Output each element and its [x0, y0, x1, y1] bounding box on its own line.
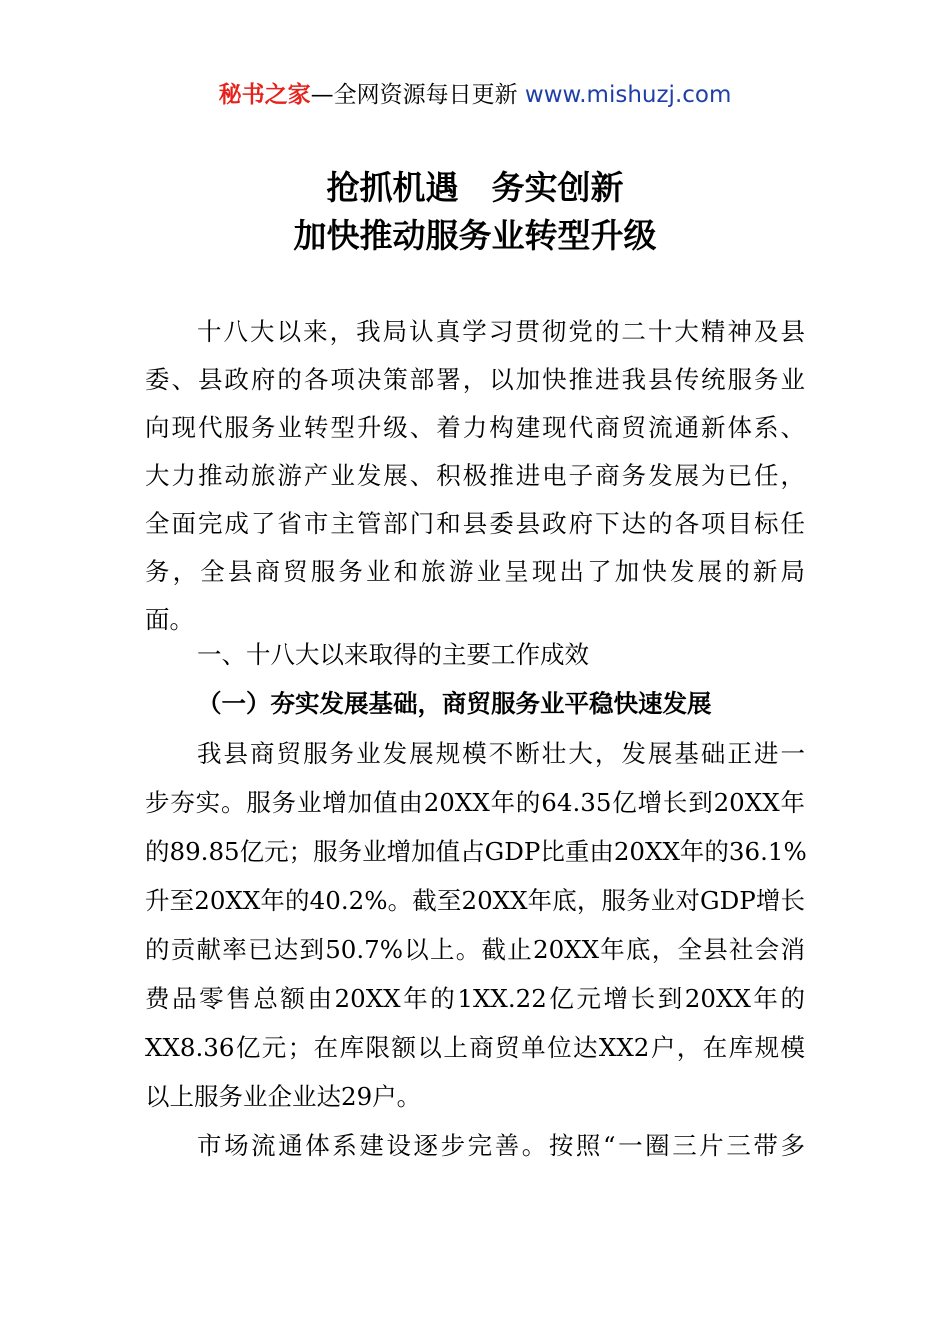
paragraph-line: 市场流通体系建设逐步完善。按照“一圈三片三带多 [197, 1131, 805, 1160]
intro-line: 向现代服务业转型升级、着力构建现代商贸流通新体系、 [145, 413, 805, 442]
intro-line: 全面完成了省市主管部门和县委县政府下达的各项目标任 [145, 509, 805, 538]
section-heading: 一、十八大以来取得的主要工作成效 [197, 640, 589, 669]
paragraph-line: 步夯实。服务业增加值由20XX年的64.35亿增长到20XX年 [145, 788, 805, 817]
intro-line: 委、县政府的各项决策部署，以加快推进我县传统服务业 [145, 365, 805, 394]
paragraph-line: 的贡献率已达到50.7%以上。截止20XX年底，全县社会消 [145, 935, 805, 964]
subsection-heading: （一）夯实发展基础，商贸服务业平稳快速发展 [197, 689, 712, 718]
intro-line: 大力推动旅游产业发展、积极推进电子商务发展为已任， [145, 461, 805, 490]
paragraph-line: 我县商贸服务业发展规模不断壮大，发展基础正进一 [197, 739, 805, 768]
site-tagline: —全网资源每日更新 [310, 82, 525, 108]
paragraph-line: 以上服务业企业达29户。 [145, 1082, 422, 1111]
site-brand: 秘书之家 [218, 82, 311, 108]
intro-line: 十八大以来，我局认真学习贯彻党的二十大精神及县 [197, 317, 805, 346]
paragraph-line: XX8.36亿元；在库限额以上商贸单位达XX2户，在库规模 [145, 1033, 805, 1062]
paragraph-line: 费品零售总额由20XX年的1XX.22亿元增长到20XX年的 [145, 984, 805, 1013]
site-header [0, 80, 950, 110]
paragraph-line: 的89.85亿元；服务业增加值占GDP比重由20XX年的36.1% [145, 837, 807, 866]
document-title-line-1: 抢抓机遇 务实创新 [326, 168, 624, 207]
site-url-link[interactable]: www.mishuzj.com [524, 82, 732, 108]
paragraph-line: 升至20XX年的40.2%。截至20XX年底，服务业对GDP增长 [145, 886, 805, 915]
intro-line: 务，全县商贸服务业和旅游业呈现出了加快发展的新局 [145, 557, 805, 586]
document-title-line-2: 加快推动服务业转型升级 [293, 216, 657, 255]
intro-line: 面。 [145, 605, 194, 634]
